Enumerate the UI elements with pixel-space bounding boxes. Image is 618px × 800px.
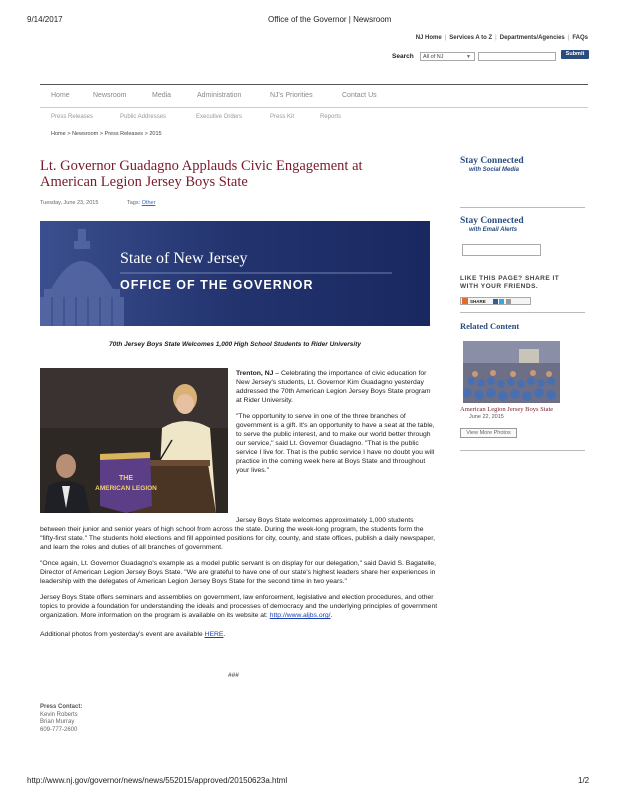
search-submit-button[interactable]: Submit	[561, 50, 589, 59]
breadcrumb: Home > Newsroom > Press Releases > 2015	[51, 131, 162, 137]
page-title: Lt. Governor Guadagno Applauds Civic Engagement at American Legion Jersey Boys State	[40, 158, 363, 190]
top-link-services[interactable]: Services A to Z	[449, 35, 493, 41]
article-subhead: 70th Jersey Boys State Welcomes 1,000 High School Students to Rider University	[108, 341, 362, 348]
print-footer-page: 1/2	[578, 776, 590, 785]
lt-governor-photo	[40, 368, 228, 513]
subnav-reports[interactable]: Reports	[320, 114, 342, 120]
search-scope-select[interactable]	[420, 52, 475, 61]
paragraph-5: Jersey Boys State offers seminars and assemblies on government, law enforcement, legislative and election procedures, and other topics to provide a foundation for understanding the ideals and processes of democracy and the underlying principles of government organization. More information on the program is available on its website at: http://www.aljbs.org/.	[40, 594, 438, 619]
stay-connected-social-heading: Stay Connected	[460, 156, 524, 166]
related-content-heading: Related Content	[460, 321, 520, 331]
top-link-nj-home[interactable]: NJ Home	[415, 35, 442, 41]
facebook-icon	[493, 299, 498, 304]
svg-text:AMERICAN LEGION: AMERICAN LEGION	[95, 485, 157, 492]
twitter-icon	[499, 299, 504, 304]
governor-banner	[40, 221, 430, 326]
contact-name-2: Brian Murray	[40, 719, 75, 725]
aljbs-link[interactable]: http://www.aljbs.org/	[269, 612, 331, 619]
tag-link-other[interactable]: Other	[141, 200, 156, 206]
article-date: Tuesday, June 23, 2015	[40, 200, 99, 206]
print-footer-url: http://www.nj.gov/governor/news/news/552015/approved/20150623a.html	[27, 776, 288, 785]
contact-name-1: Kevin Roberts	[40, 711, 78, 718]
article-tags: Tags: Other	[127, 200, 156, 206]
chevron-down-icon: ▼	[466, 54, 471, 60]
banner-office-text: OFFICE OF THE GOVERNOR	[120, 278, 314, 292]
paragraph-1: Trenton, NJ – Celebrating the importance of civic education for New Jersey's students, Lt. Governor Kim Guadagno yesterday addressed the 70th American Legion Jersey Boys State program at Rider University.	[236, 370, 431, 404]
related-photo-thumbnail[interactable]	[463, 341, 560, 403]
press-contact-label: Press Contact:	[40, 704, 83, 710]
view-more-photos-button[interactable]: View More Photos	[460, 428, 517, 438]
nav-contact[interactable]: Contact Us	[342, 92, 377, 99]
paragraph-6: Additional photos from yesterday's event are available HERE.	[40, 631, 226, 638]
related-caption-link[interactable]: American Legion Jersey Boys State	[460, 406, 554, 413]
top-link-departments[interactable]: Departments/Agencies	[499, 35, 565, 41]
banner-state-text: State of New Jersey	[120, 250, 248, 267]
article-body	[40, 517, 438, 646]
svg-text:THE: THE	[119, 475, 133, 482]
search-scope-value: All of NJ	[423, 54, 444, 60]
stay-connected-email-heading: Stay Connected	[460, 216, 524, 226]
related-photo-image	[463, 341, 560, 403]
sidebar-divider-2	[460, 312, 585, 313]
share-prompt: LIKE THIS PAGE? SHARE IT WITH YOUR FRIENDS.	[460, 275, 560, 290]
photos-here-link[interactable]: HERE	[204, 631, 224, 638]
sidebar-divider-3	[460, 450, 585, 451]
dateline: Trenton, NJ	[236, 370, 274, 377]
share-button[interactable]: SHARE	[460, 297, 531, 305]
press-contact	[40, 704, 82, 734]
photo-image	[40, 368, 228, 513]
print-date: 9/14/2017	[27, 15, 63, 24]
subnav-press-kit[interactable]: Press Kit	[270, 114, 295, 120]
email-alerts-link[interactable]: with Email Alerts	[469, 227, 518, 233]
breadcrumb-newsroom[interactable]: Newsroom	[71, 131, 99, 137]
sidebar-divider	[460, 207, 585, 208]
subnav-public-addresses[interactable]: Public Addresses	[120, 114, 167, 120]
subnav-executive-orders[interactable]: Executive Orders	[196, 114, 243, 120]
breadcrumb-home[interactable]: Home	[51, 131, 66, 137]
paragraph-3: Jersey Boys State welcomes approximately 1,000 students between their junior and senior years of high school from across the state. During the week-long program, the students form the "fifty-first state." The students hold elections and fill appointed positions for city, county, and state offices, publish a daily newspaper, and learn the roles and duties of all branches of government.	[40, 517, 435, 551]
subnav-press-releases[interactable]: Press Releases	[51, 114, 94, 120]
contact-phone: 609-777-2600	[40, 726, 78, 733]
email-input[interactable]	[462, 244, 541, 256]
print-title: Office of the Governor | Newsroom	[268, 15, 392, 24]
breadcrumb-year[interactable]: 2015	[149, 131, 162, 137]
social-media-link[interactable]: with Social Media	[469, 167, 520, 173]
paragraph-4: "Once again, Lt. Governor Guadagno's example as a model public servant is on display for our delegation," said David S. Bagatelle, Director of American Legion Jersey Boys State. "We are grateful to have one of our state's highest leaders share her experiences in leadership with the delegates of American Legion Jersey Boys State for the second time in two years."	[40, 560, 437, 585]
end-mark: ###	[228, 672, 239, 679]
statehouse-dome-image	[40, 221, 430, 326]
nav-administration[interactable]: Administration	[197, 92, 242, 99]
more-icon	[506, 299, 511, 304]
article-body-wrap	[236, 369, 436, 482]
top-links: NJ Home | Services A to Z | Departments/Agencies | FAQs	[415, 35, 588, 41]
share-icon	[462, 298, 468, 304]
nav-priorities[interactable]: NJ's Priorities	[270, 92, 313, 99]
nav-home[interactable]: Home	[51, 92, 70, 99]
search-input[interactable]	[478, 52, 556, 61]
related-date: June 22, 2015	[469, 414, 504, 420]
search-label: Search	[392, 53, 414, 60]
top-link-faqs[interactable]: FAQs	[572, 35, 588, 41]
breadcrumb-press-releases[interactable]: Press Releases	[104, 131, 144, 137]
nav-media[interactable]: Media	[152, 92, 172, 99]
nav-newsroom[interactable]: Newsroom	[93, 92, 127, 99]
paragraph-2: "The opportunity to serve in one of the three branches of government is a gift. It's an opportunity to have a seat at the table, to serve the public interest, and to make our world better through our service," said Lt. Governor Guadagno. "That is the public service I live for. That is the public service I have no doubt you will practice in the coming week here at Boys State and throughout your lives."	[236, 413, 435, 474]
